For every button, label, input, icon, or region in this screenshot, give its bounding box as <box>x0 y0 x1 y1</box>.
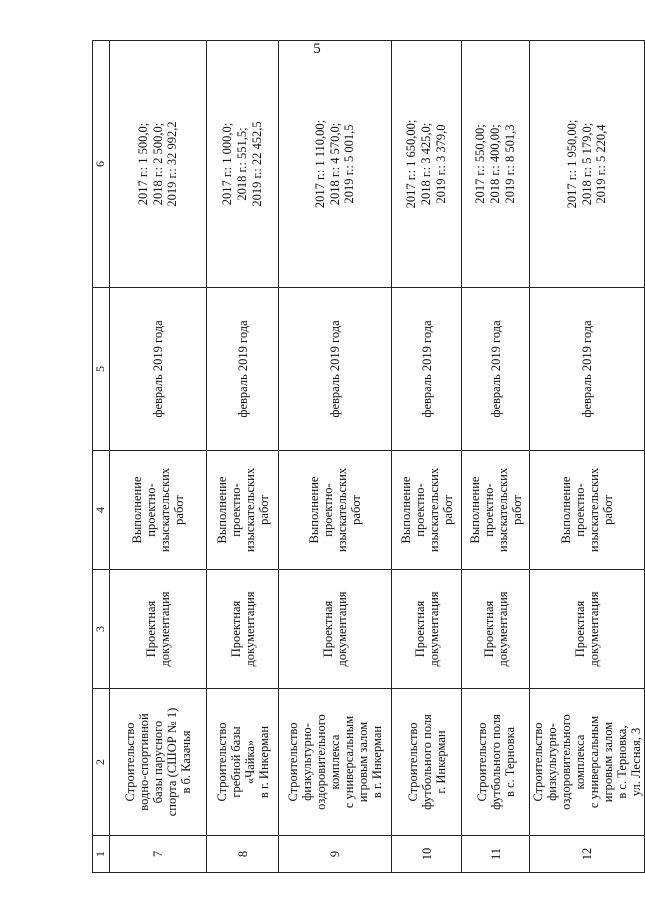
funding-amounts <box>462 41 530 288</box>
documentation-type-line: документация <box>335 591 349 667</box>
work-type-line: проектно- <box>321 483 335 537</box>
funding-amounts-line: 2019 г.: 5 220,4 <box>594 124 609 204</box>
funding-amounts-line: 2019 г.: 32 992,2 <box>165 121 180 207</box>
object-name-line: Строительство <box>474 722 489 802</box>
documentation-type <box>279 570 392 689</box>
work-type-line: проектно- <box>228 483 243 537</box>
work-type <box>207 451 279 570</box>
work-type-line: Выполнение <box>467 476 482 544</box>
documentation-type-line: документация <box>426 591 441 667</box>
documentation-type-line: Проектная <box>481 600 496 658</box>
row-number: 11 <box>462 836 530 873</box>
page-number: 5 <box>313 41 321 57</box>
funding-amounts-line: 2018 г.: 551,5; <box>235 127 250 201</box>
deadline: февраль 2019 года <box>392 288 462 451</box>
work-type-line: проектно- <box>144 483 158 537</box>
object-name-line: в с. Терновка <box>502 726 517 798</box>
deadline: февраль 2019 года <box>279 288 392 451</box>
object-name-line: игровым залом <box>601 721 615 803</box>
documentation-type <box>392 570 462 689</box>
work-type-line: работ <box>349 495 363 525</box>
work-type <box>530 451 645 570</box>
work-type-line: изыскательских <box>242 467 257 553</box>
work-type-line: Выполнение <box>307 476 321 544</box>
work-type-line: работ <box>172 495 186 525</box>
documentation-type-line: документация <box>495 591 510 667</box>
deadline: февраль 2019 года <box>110 288 207 451</box>
table-row <box>207 41 279 873</box>
work-type-line: проектно- <box>481 483 496 537</box>
documentation-type-line: Проектная <box>228 600 243 658</box>
work-type-line: Выполнение <box>214 476 229 544</box>
work-type <box>392 451 462 570</box>
object-name-line: в г. Инкерман <box>370 725 384 799</box>
object-name-line: оздоровительного <box>559 714 573 810</box>
documentation-type-line: документация <box>158 591 172 667</box>
object-name-line: спорта (СШОР № 1) <box>165 707 179 817</box>
work-type-line: Выполнение <box>559 476 573 544</box>
row-number: 7 <box>110 836 207 873</box>
work-type-line: работ <box>601 495 615 525</box>
header-cell: 2 <box>93 689 110 836</box>
object-name-line: Строительство <box>123 722 137 802</box>
object-name-line: футбольного поля <box>419 714 434 810</box>
funding-amounts <box>530 41 645 288</box>
documentation-type <box>110 570 207 689</box>
row-number: 9 <box>279 836 392 873</box>
work-type <box>462 451 530 570</box>
object-name <box>207 689 279 836</box>
work-type-line: изыскательских <box>587 467 601 553</box>
funding-amounts-line: 2019 г.: 8 501,3 <box>502 124 517 204</box>
funding-amounts-line: 2017 г.: 1 500,0; <box>135 122 150 206</box>
object-name-line: комплекса <box>328 734 342 790</box>
table-row <box>462 41 530 873</box>
funding-amounts-line: 2018 г.: 3 425,0; <box>419 122 434 206</box>
object-name-line: водно-спортивной <box>137 713 151 811</box>
work-type-line: Выполнение <box>130 476 144 544</box>
object-name <box>530 689 645 836</box>
work-type-line: проектно- <box>573 483 587 537</box>
documentation-type-line: Проектная <box>144 600 158 658</box>
header-cell: 4 <box>93 451 110 570</box>
funding-amounts-line: 2017 г.: 1 950,00; <box>564 119 579 209</box>
work-type-line: изыскательских <box>426 467 441 553</box>
funding-amounts-line: 2019 г.: 22 452,5 <box>249 121 264 207</box>
object-name-line: гребной базы <box>228 726 243 798</box>
funding-amounts <box>207 41 279 288</box>
documentation-type-line: Проектная <box>573 600 587 658</box>
funding-amounts <box>392 41 462 288</box>
funding-amounts-line: 2017 г.: 550,00; <box>473 124 488 204</box>
object-name-line: Строительство <box>531 722 545 802</box>
header-row <box>93 41 110 873</box>
documentation-type-line: документация <box>242 591 257 667</box>
documentation-type-line: документация <box>587 591 601 667</box>
object-name-line: физкультурно- <box>300 723 314 801</box>
work-type-line: работ <box>509 495 524 525</box>
table-row <box>392 41 462 873</box>
header-cell: 6 <box>93 41 110 288</box>
row-number: 8 <box>207 836 279 873</box>
funding-amounts-line: 2018 г.: 2 500,0; <box>150 122 165 206</box>
object-name-line: г. Инкерман <box>433 730 448 794</box>
work-type-line: проектно- <box>412 483 427 537</box>
funding-amounts-line: 2018 г.: 4 570,0; <box>327 122 342 206</box>
object-name-line: игровым залом <box>356 721 370 803</box>
projects-table <box>92 40 645 873</box>
work-type <box>110 451 207 570</box>
work-type-line: изыскательских <box>158 467 172 553</box>
funding-amounts-line: 2017 г.: 1 650,00; <box>404 119 419 209</box>
object-name-line: в г. Инкерман <box>256 725 271 799</box>
funding-amounts-line: 2019 г.: 3 379,0 <box>433 124 448 204</box>
deadline: февраль 2019 года <box>207 288 279 451</box>
object-name <box>110 689 207 836</box>
work-type-line: изыскательских <box>495 467 510 553</box>
object-name <box>462 689 530 836</box>
header-cell: 1 <box>93 836 110 873</box>
row-number: 12 <box>530 836 645 873</box>
funding-amounts-line: 2017 г.: 1 000,0; <box>220 122 235 206</box>
object-name <box>392 689 462 836</box>
table-row <box>279 41 392 873</box>
object-name-line: с универсальным <box>587 715 601 809</box>
funding-amounts-line: 2018 г.: 400,00; <box>488 124 503 204</box>
funding-amounts-line: 2017 г.: 1 110,00; <box>312 119 327 209</box>
object-name <box>279 689 392 836</box>
object-name-line: «Чайка» <box>242 739 257 785</box>
object-name-line: комплекса <box>573 734 587 790</box>
object-name-line: Строительство <box>405 722 420 802</box>
funding-amounts-line: 2018 г.: 5 179,0; <box>579 122 594 206</box>
work-type-line: работ <box>256 495 271 525</box>
header-cell: 5 <box>93 288 110 451</box>
table-row <box>110 41 207 873</box>
documentation-type <box>462 570 530 689</box>
work-type-line: работ <box>440 495 455 525</box>
header-cell: 3 <box>93 570 110 689</box>
work-type-line: Выполнение <box>398 476 413 544</box>
object-name-line: с универсальным <box>342 715 356 809</box>
object-name-line: в б. Казачья <box>179 730 193 794</box>
object-name-line: базы парусного <box>151 720 165 804</box>
funding-amounts <box>110 41 207 288</box>
object-name-line: в с. Терновка, <box>615 725 629 799</box>
rotated-table-wrapper <box>92 83 643 873</box>
object-name-line: Строительство <box>214 722 229 802</box>
deadline: февраль 2019 года <box>462 288 530 451</box>
documentation-type <box>207 570 279 689</box>
object-name-line: Строительство <box>286 722 300 802</box>
funding-amounts-line: 2019 г.: 5 001,5 <box>342 124 357 204</box>
documentation-type <box>530 570 645 689</box>
work-type <box>279 451 392 570</box>
documentation-type-line: Проектная <box>321 600 335 658</box>
row-number: 10 <box>392 836 462 873</box>
documentation-type-line: Проектная <box>412 600 427 658</box>
table-row <box>530 41 645 873</box>
deadline: февраль 2019 года <box>530 288 645 451</box>
object-name-line: ул. Лесная, 3 <box>629 727 643 797</box>
work-type-line: изыскательских <box>335 467 349 553</box>
object-name-line: футбольного поля <box>488 714 503 810</box>
object-name-line: физкультурно- <box>545 723 559 801</box>
funding-amounts <box>279 41 392 288</box>
object-name-line: оздоровительного <box>314 714 328 810</box>
